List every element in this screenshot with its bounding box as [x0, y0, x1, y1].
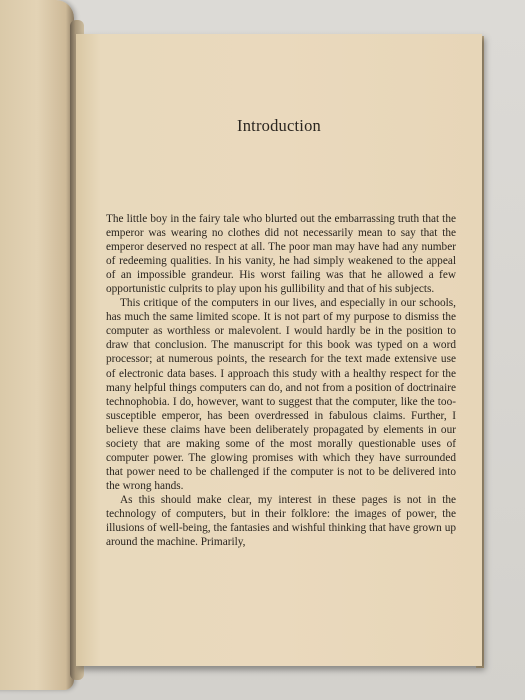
paragraph: The little boy in the fairy tale who blurted out the embarrassing truth that the emperor was wearing no clothes did not necessarily mean to say that the emperor deserved no respect at all. The poor man may have had any number of redeeming qualities. In his vanity, he had simply weakened to the appeal of an impossible grandeur. His worst failing was that he allowed a few opportunistic culprits to play upon his gullibility and that of his subjects. [106, 213, 456, 296]
facing-page-edge [0, 0, 74, 690]
chapter-title: Introduction [237, 116, 321, 135]
book-page [76, 34, 482, 666]
paragraph: As this should make clear, my interest in these pages is not in the technology of computers, but in their folklore: the images of power, the illusions of well-being, the fantasies and wishful thinking that have grown up around the machine. Primarily, [106, 493, 456, 549]
paragraph: This critique of the computers in our lives, and especially in our schools, has much the same limited scope. It is not part of my purpose to dismiss the computer as worthless or malevolent. I would hardly be in the position to draw that conclusion. The manuscript for this book was typed on a word processor; at numerous points, the research for the text made extensive use of electronic data bases. I approach this study with a healthy respect for the many helpful things computers can do, and not from a position of doctrinaire technophobia. I do, however, want to suggest that the computer, like the too-susceptible emperor, has been overdressed in fabulous claims. Further, I believe these claims have been deliberately propagated by elements in our society that are making some of the most morally questionable uses of computer power. The glowing promises with which they have surrounded that power need to be challenged if the computer is not to be delivered into the wrong hands. [106, 297, 456, 492]
body-text [106, 212, 456, 549]
